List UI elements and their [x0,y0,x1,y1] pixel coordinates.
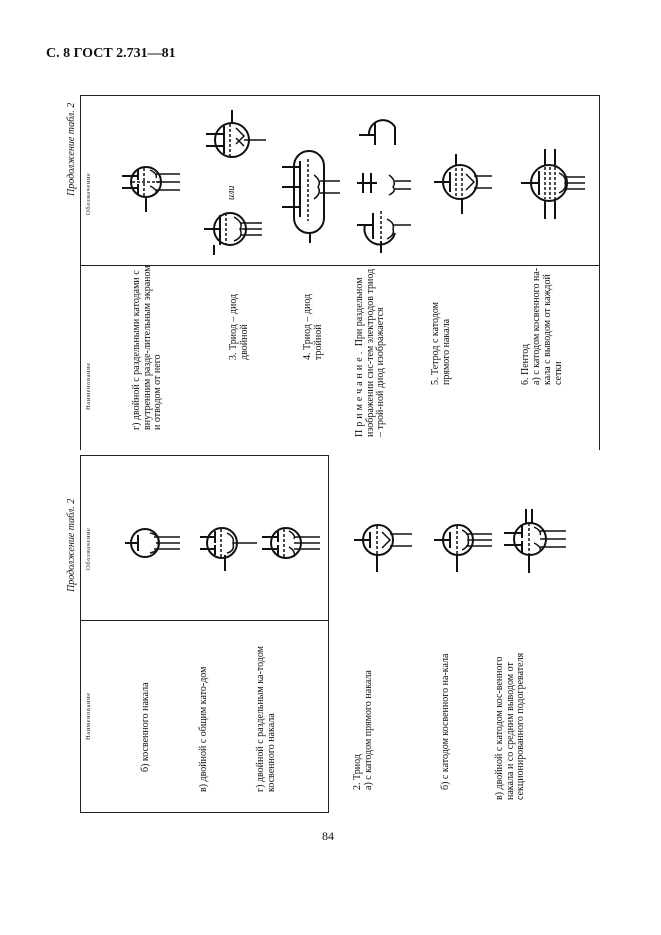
symbol-indirect-heating [120,515,190,575]
left-row-6-text: в) двойной с катодом кос-венного накала и со средним выводом от секционированного подогревателя [494,652,526,800]
right-row-3-text: 4. Триод – диод тройной [302,293,324,360]
symbol-triode-indirect-cathode [430,510,500,580]
note-text: При раздельном изображении сис-тем электродов триод – трой-ной диод изображается [354,268,386,437]
right-row-6-text [520,265,564,385]
symbol-tetrode-direct [428,150,498,220]
left-row-4-text [352,630,374,790]
right-row-6-title: 6. Пентод [520,343,531,385]
symbol-triode-diode-double-b [190,205,270,260]
left-row-5-text: б) с катодом косвенного на-кала [440,653,451,790]
left-row-2-text: в) двойной с общим като-дом [198,666,209,792]
symbol-double-common-cathode [195,515,265,575]
left-row-4-title: 2. Триод [352,754,363,790]
left-row-1-text: б) косвенного накала [140,682,151,772]
right-row-4-text [355,267,387,437]
symbol-double-screen [118,150,188,220]
left-col-symbol-header: Обозначение [85,527,92,570]
left-table-caption: Продолжение табл. 2 [66,498,77,592]
symbol-triode-diode-double-a [200,110,275,180]
left-col-name-header: Наименование [85,692,92,740]
symbol-triode-direct [350,510,420,580]
right-col-name-header: Наименование [85,362,92,410]
symbol-separate-systems [355,115,415,255]
note-label: Примечание. [354,348,365,437]
right-row-6-sub: а) с катодом косвенного на-кала с выводом от каждой сетки [531,267,564,385]
symbol-triode-diode-triple [280,145,345,245]
right-col-symbol-header: Обозначение [85,172,92,215]
right-row-2-text: 3. Триод – диод двойной [228,293,250,360]
or-word: или [226,185,237,200]
right-table-caption: Продолжение табл. 2 [66,102,77,196]
page-header: С. 8 ГОСТ 2.731—81 [46,46,176,61]
left-row-3-text: г) двойной с раздельным ка-тодом косвенного накала [255,645,277,792]
symbol-triode-double-center-tap [500,505,575,580]
symbol-double-separate-cathode [258,515,328,575]
right-row-5-text: 5. Тетрод с катодом прямого накала [430,302,452,385]
page-number: 84 [322,829,334,843]
left-row-4-sub: а) с катодом прямого накала [363,670,374,790]
right-row-1-text: г) двойной с раздельными катодами с внутренним разде-лительным экраном и отводом от него [131,265,163,430]
symbol-pentode-indirect [515,145,590,225]
